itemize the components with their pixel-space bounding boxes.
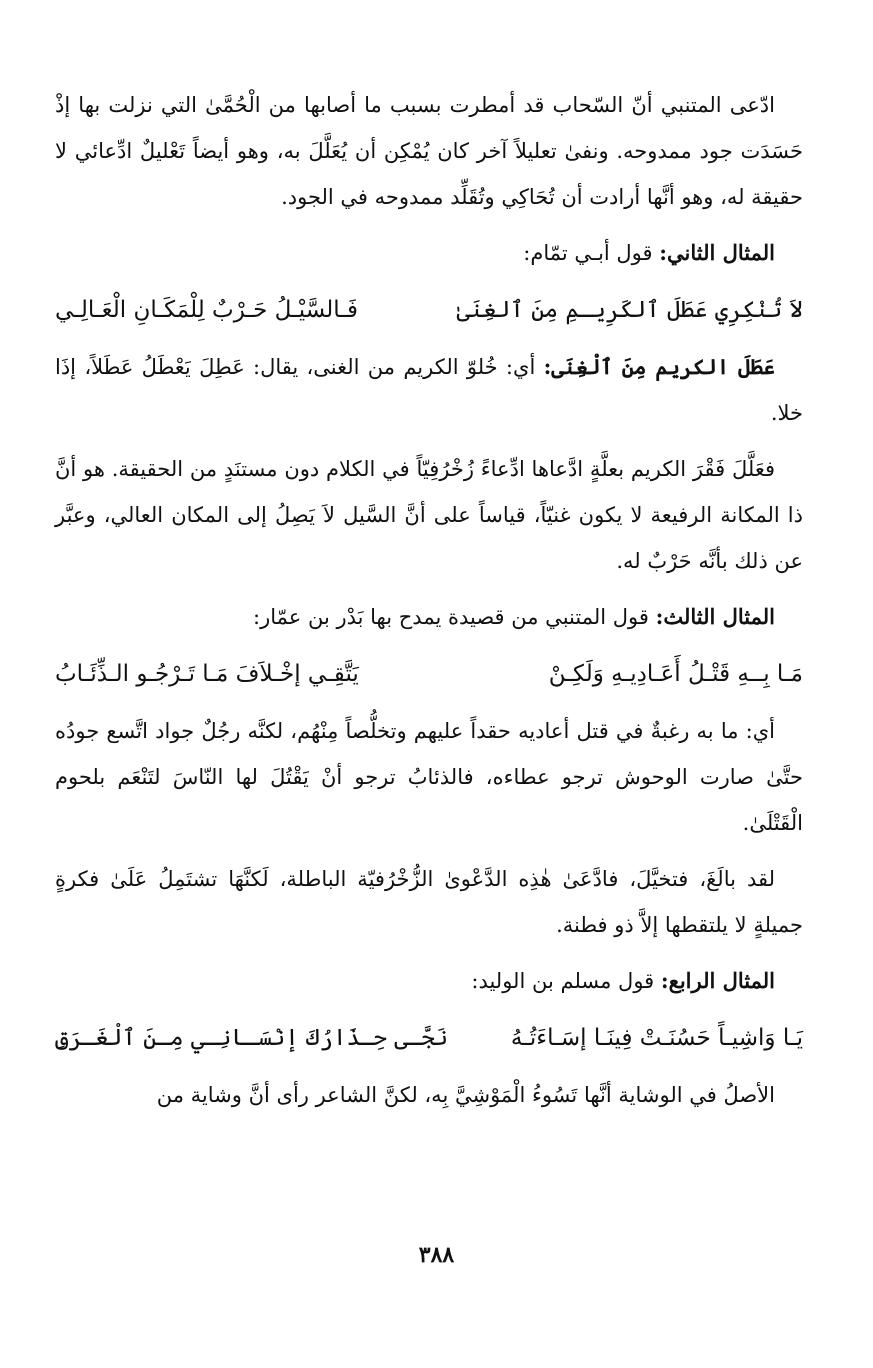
page-body xyxy=(55,82,803,1128)
gloss-2 xyxy=(55,344,803,436)
verse-4 xyxy=(55,1014,803,1062)
verse-4-second-hemistich: نَجَّـى حِـذَارُكَ إنْسَـانِـي مِـنَ ٱلْغَـرَقِ xyxy=(55,1025,449,1051)
paragraph-5: لقد بالَغَ، فتخيَّلَ، فادَّعَىٰ هٰذِه الدَّعْوىٰ الزُّخْرُفيّة الباطلة، لَكنَّهَا تشتَمِلُ عَلَىٰ فكرةٍ جميلةٍ لا يلتقطها إلاَّ ذو فطنة. xyxy=(55,867,803,937)
example-4-heading xyxy=(55,958,803,1004)
example-4-text: قول مسلم بن الوليد: xyxy=(471,969,661,993)
example-4-label: المثال الرابع: xyxy=(660,968,775,993)
verse-3-first-hemistich: مَـا بِــهِ قَتْـلُ أَعَـادِيـهِ وَلَكِـنْ xyxy=(548,661,803,687)
verse-4-first-hemistich: يَـا وَاشِيـاً حَسُنَـتْ فِينَـا إسَـاءَتُـهُ xyxy=(510,1025,803,1051)
paragraph-4: أي: ما به رغبةٌ في قتل أعاديه حقداً عليهم وتخلُّصاً مِنْهُم، لكنَّه رجُلٌ جواد اتَّسع جودُه حتَّىٰ صارت الوحوش ترجو عطاءه، فالذئابُ ترجو أنْ يَقْتُلَ لها النّاسَ لتَنْعَم بلحوم الْقَتْلَىٰ. xyxy=(55,719,803,835)
verse-2 xyxy=(55,286,803,334)
gloss-2-term: عَطَلَ الكريم مِنَ ٱلْغِنَى: xyxy=(543,354,775,379)
example-2-text: قول أبـي تمّام: xyxy=(523,241,660,265)
example-2-label: المثال الثاني: xyxy=(659,240,775,265)
paragraph-3: فعَلَّلَ فَقْرَ الكريم بعلَّةٍ ادَّعاها ادِّعاءً زُخْرُفِيّاً في الكلام دون مستنَدٍ من الحقيقة. هو أنَّ ذا المكانة الرفيعة لا يكون غنيّاً، قياساً على أنَّ السَّيل لاَ يَصِلُ إلى المكان العالي، وعبَّر عن ذلك بأنَّه حَرْبٌ له. xyxy=(55,457,803,573)
example-3-text: قول المتنبي من قصيدة يمدح بها بَدْر بن عمّار: xyxy=(253,605,656,629)
example-2-heading xyxy=(55,230,803,276)
verse-2-first-hemistich: لاَ تُنْكِرِي عَطَلَ ٱلكَرِيـمِ مِنَ ٱلغِنَىٰ xyxy=(456,297,803,323)
paragraph-6: الأصلُ في الوشاية أنَّها تَسُوءُ الْمَوْشِيَّ بِه، لكنَّ الشاعر رأى أنَّ وشاية من xyxy=(156,1083,775,1107)
gloss-2-text: أي: خُلوّ الكريم من الغنى، يقال: عَطِلَ يَعْطَلُ عَطَلاً، إذَا خلا. xyxy=(55,355,803,425)
paragraph-1: ادّعى المتنبي أنّ السّحاب قد أمطرت بسبب ما أصابها من الْحُمَّىٰ التي نزلت بها إذْ حَسَدَت جود ممدوحه. ونفىٰ تعليلاً آخر كان يُمْكِن أن يُعَلَّلَ به، وهو أيضاً تَعْليلٌ ادِّعائي لا حقيقة له، وهو أنَّها أرادت أن تُحَاكِي وتُقَلِّد ممدوحه في الجود. xyxy=(55,93,803,209)
example-3-heading xyxy=(55,594,803,640)
page-number: ٣٨٨ xyxy=(418,1242,455,1268)
verse-3 xyxy=(55,650,803,698)
verse-2-second-hemistich: فَـالسَّيْـلُ حَـرْبٌ لِلْمَكَـانِ الْعَـالِـي xyxy=(55,297,359,323)
example-3-label: المثال الثالث: xyxy=(655,604,775,629)
verse-3-second-hemistich: يَتَّقِـي إخْـلاَفَ مَـا تَـرْجُـو الـذِّئَـابُ xyxy=(55,661,359,687)
